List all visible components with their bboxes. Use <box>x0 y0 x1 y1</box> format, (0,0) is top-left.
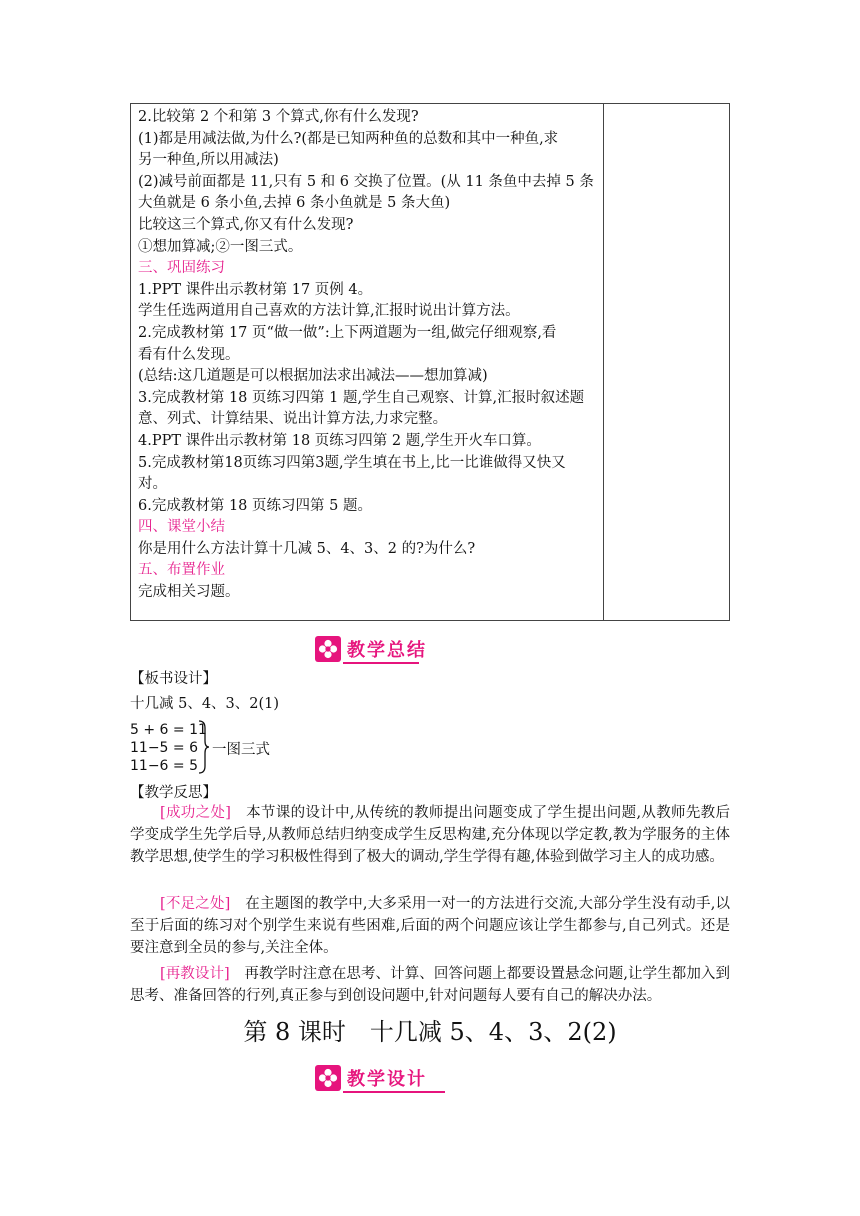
banner-underline <box>343 662 419 664</box>
banner-title: 教学设计 <box>347 1069 427 1090</box>
reflection-redesign <box>130 963 730 1007</box>
table-line: 4.PPT 课件出示教材第 18 页练习四第 2 题,学生开火车口算。 <box>138 432 541 449</box>
equation: 5 + 6 = 11 <box>130 722 207 738</box>
redesign-tag: [再教设计] <box>160 966 230 982</box>
brace-label: 一图三式 <box>212 742 270 758</box>
table-line: 1.PPT 课件出示教材第 17 页例 4。 <box>138 281 373 298</box>
table-line: 对。 <box>138 476 167 493</box>
table-line: 6.完成教材第 18 页练习四第 5 题。 <box>138 497 372 514</box>
section-heading: 三、巩固练习 <box>138 260 225 277</box>
table-line: 3.完成教材第 18 页练习四第 1 题,学生自己观察、计算,汇报时叙述题 <box>138 389 585 406</box>
section-heading: 四、课堂小结 <box>138 519 225 536</box>
equation: 11−5 = 6 <box>130 740 198 756</box>
redesign-text: 再教学时注意在思考、计算、回答问题上都要设置悬念问题,让学生都加入到思考、准备回答的行列,真正参与到创设问题中,针对问题每人要有自己的解决办法。 <box>130 966 730 1004</box>
lesson-process-table <box>130 103 730 621</box>
banner-underline <box>343 1091 445 1093</box>
table-line: (2)减号前面都是 11,只有 5 和 6 交换了位置。(从 11 条鱼中去掉 5 条 <box>138 173 594 190</box>
table-line: 另一种鱼,所以用减法) <box>138 152 279 169</box>
success-tag: [成功之处] <box>160 805 231 821</box>
summary-banner <box>315 635 427 663</box>
board-heading: 【板书设计】 <box>130 671 217 687</box>
success-text: 本节课的设计中,从传统的教师提出问题变成了学生提出问题,从教师先教后学变成学生先学后导,从教师总结归纳变成学生反思构建,充分体现以学定教,教为学服务的主体教学思想,使学生的学习积极性得到了极大的调动,学生学得有趣,体验到做学习主人的成功感。 <box>130 805 730 865</box>
flower-logo-icon <box>315 1065 341 1091</box>
table-line: 2.比较第 2 个和第 3 个算式,你有什么发现? <box>138 109 419 125</box>
reflection-heading: 【教学反思】 <box>130 785 217 801</box>
shortcoming-tag: [不足之处] <box>160 896 231 912</box>
flower-logo-icon <box>315 636 341 662</box>
table-line: 学生任选两道用自己喜欢的方法计算,汇报时说出计算方法。 <box>138 303 520 320</box>
shortcoming-text: 在主题图的教学中,大多采用一对一的方法进行交流,大部分学生没有动手,以至于后面的练习对个别学生来说有些困难,后面的两个问题应该让学生都参与,自己列式。还是要注意到全员的参与,关注全体。 <box>130 896 731 956</box>
table-line: 意、列式、计算结果、说出计算方法,力求完整。 <box>138 411 448 428</box>
right-brace-icon <box>198 720 210 774</box>
reflection-success <box>130 802 730 868</box>
board-title: 十几减 5、4、3、2(1) <box>130 696 280 712</box>
reflection-shortcoming <box>130 893 730 959</box>
banner-title: 教学总结 <box>347 640 427 661</box>
table-line: (总结:这几道题是可以根据加法求出减法——想加算减) <box>138 368 488 385</box>
equation: 11−6 = 5 <box>130 758 198 774</box>
table-line: 比较这三个算式,你又有什么发现? <box>138 216 354 233</box>
table-line: 2.完成教材第 17 页“做一做”:上下两道题为一组,做完仔细观察,看 <box>138 324 557 341</box>
table-line: ①想加算减;②一图三式。 <box>138 238 303 255</box>
section-heading: 五、布置作业 <box>138 562 225 579</box>
table-line: 你是用什么方法计算十几减 5、4、3、2 的?为什么? <box>138 540 476 557</box>
column-divider <box>603 104 604 620</box>
lesson-title: 第 8 课时 十几减 5、4、3、2(2) <box>243 1018 617 1046</box>
table-line: 5.完成教材第18页练习四第3题,学生填在书上,比一比谁做得又快又 <box>138 454 566 471</box>
table-line: 完成相关习题。 <box>138 584 240 601</box>
table-line: (1)都是用减法做,为什么?(都是已知两种鱼的总数和其中一种鱼,求 <box>138 130 559 147</box>
design-banner <box>315 1064 445 1092</box>
table-line: 大鱼就是 6 条小鱼,去掉 6 条小鱼就是 5 条大鱼) <box>138 195 451 212</box>
table-line: 看有什么发现。 <box>138 346 240 363</box>
process-cell <box>138 107 596 604</box>
